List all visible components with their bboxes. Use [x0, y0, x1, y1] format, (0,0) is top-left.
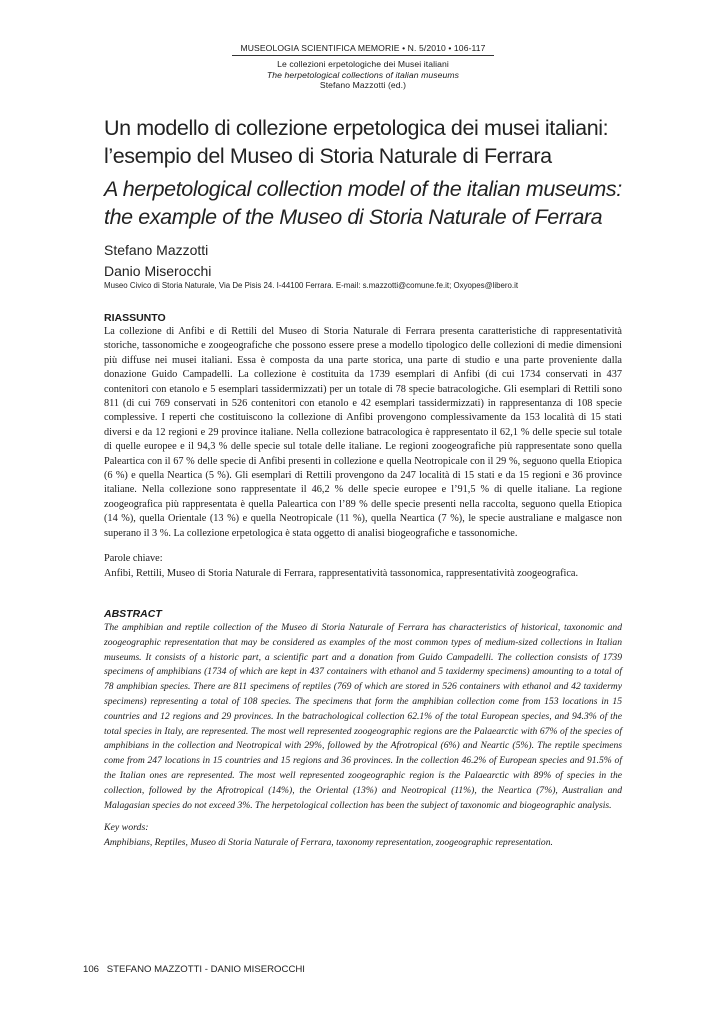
volume-title-it: Le collezioni erpetologiche dei Musei italiani	[277, 59, 449, 69]
article-titles	[104, 114, 624, 231]
riassunto-section	[104, 312, 622, 581]
volume-editor: Stefano Mazzotti (ed.)	[319, 80, 407, 90]
author-name: Danio Miserocchi	[104, 263, 212, 279]
keywords-it: Anfibi, Rettili, Museo di Storia Naturale di Ferrara, rappresentatività tassonomica, rappresentatività zoogeografica.	[104, 567, 579, 579]
author-list	[104, 240, 211, 282]
abstract-heading: ABSTRACT	[104, 608, 162, 620]
riassunto-text: La collezione di Anfibi e di Rettili del Museo di Storia Naturale di Ferrara presenta caratteristiche di rappresentatività storiche, tassonomiche e zoogeografiche che possono essere prese a modello tipologico delle collezioni di medie dimensioni più diffuse nei musei italiani. Essa è composta da una parte storica, una parte di studio e una parte proveniente dalla donazione Guido Campadelli. La collezione è costituita da 1739 esemplari di Anfibi (di cui 1734 conservati in 437 contenitori con etanolo e 5 esemplari tassidermizzati) per un totale di 78 specie batracologiche. Gli esemplari di Rettili sono 811 (di cui 769 conservati in 526 contenitori con etanolo e 42 esemplari tassidermizzati) in rappresentanza di 108 specie complessive. I reperti che costituiscono la collezione di Anfibi provengono complessivamente da 153 località di 15 stati diversi e da 12 regioni e 29 province italiane. Nella collezione batracologica è rappresentato il 62,1 % delle specie sul totale di quelle europee e il 94,3 % delle specie sul totale delle italiane. Le regioni zoogeografiche più rappresentate sono quella Paleartica con il 67 % delle specie di Anfibi presenti in collezione e quella Neotropicale con il 29 %, seguono quella Etiopica (6 %) e quella Neartica (5 %). Gli esemplari di Rettili provengono da 247 località di 15 stati e da 15 regioni e 36 province italiane. Nella collezione sono rappresentate il 46,2 % delle specie europee e l’91,5 % di quelle italiane. La regione zoogeografica più rappresentata è quella Paleartica con l’89 % delle specie presenti nella raccolta, seguono quella Etiopica (14 %), quella Orientale (13 %) e quella Neotropicale (11 %), quella Neartica (7 %), le specie australiane e malgasce non superano il 3 %. La collezione erpetologica è stata oggetto di analisi biogeografiche e tassonomiche.	[104, 326, 622, 539]
journal-citation: MUSEOLOGIA SCIENTIFICA MEMORIE • N. 5/2010 • 106-117	[232, 43, 494, 56]
page-footer	[83, 964, 305, 975]
title-italian	[104, 114, 624, 170]
keywords-label-it: Parole chiave:	[104, 553, 163, 565]
title-english	[104, 175, 624, 231]
footer-authors: STEFANO MAZZOTTI - DANIO MISEROCCHI	[106, 964, 305, 975]
volume-title-en: The herpetological collections of italian museums	[266, 69, 460, 80]
volume-info	[232, 56, 494, 91]
title-italian-line: l’esempio del Museo di Storia Naturale di Ferrara	[104, 144, 552, 168]
title-italian-line: Un modello di collezione erpetologica dei musei italiani:	[104, 116, 609, 140]
author-affiliation: Museo Civico di Storia Naturale, Via De Pisis 24. I-44100 Ferrara. E-mail: s.mazzotti@comune.fe.it; Oxyopes@libero.it	[104, 281, 519, 290]
title-english-line: the example of the Museo di Storia Naturale of Ferrara	[104, 205, 603, 229]
author-name: Stefano Mazzotti	[104, 242, 209, 258]
running-head	[232, 43, 494, 91]
title-english-line: A herpetological collection model of the italian museums:	[104, 177, 622, 201]
abstract-text: The amphibian and reptile collection of the Museo di Storia Naturale of Ferrara has characteristics of historical, taxonomic and zoogeographic representation that may be considered as examples of the most common types of medium-sized collections in Italian museums. It consists of a historic part, a scientific part and a donation from Guido Campadelli. The collection consists of 1739 specimens of amphibians (1734 of which are kept in 437 containers with ethanol and 5 taxidermy specimens) amounting to a total of 78 amphibian species. There are 811 specimens of reptiles (769 of which are stored in 526 containers with ethanol and 42 taxidermy specimens) representing a total of 108 species. The specimens that form the amphibian collection come from 153 locations in 15 countries and 12 regions and 29 provinces. In the batrachological collection 62.1% of the total European species, and 94.3% of the total species in Italy, are represented. The most well represented zoogeographic regions are the Palaearctic with 67% of the species of amphibians in the collection and Neotropical with 29%, followed by the Afrotropical (6%) and Neartic (5%). The reptile specimens come from 247 locations in 15 countries and 15 regions and 36 provinces. In the collection 46.2% of European species and 91.5% of the Italian ones are represented. The most well represented zoogeographic region is the Palaearctic with 89% of species in the collection, followed by the Afrotropical (14%), the Oriental (13%) and Neotropical (11%), the Neartica (7%), Australian and Malagasian species do not exceed 3%. The herpetological collection has been the subject of taxonomic and biogeographic analysis.	[104, 622, 622, 811]
keywords-label-en: Key words:	[104, 822, 149, 834]
riassunto-heading: RIASSUNTO	[104, 312, 166, 324]
keywords-en: Amphibians, Reptiles, Museo di Storia Naturale of Ferrara, taxonomy representation, zoogeographic representation.	[104, 837, 553, 849]
abstract-section	[104, 608, 622, 851]
page-number: 106	[83, 964, 100, 975]
